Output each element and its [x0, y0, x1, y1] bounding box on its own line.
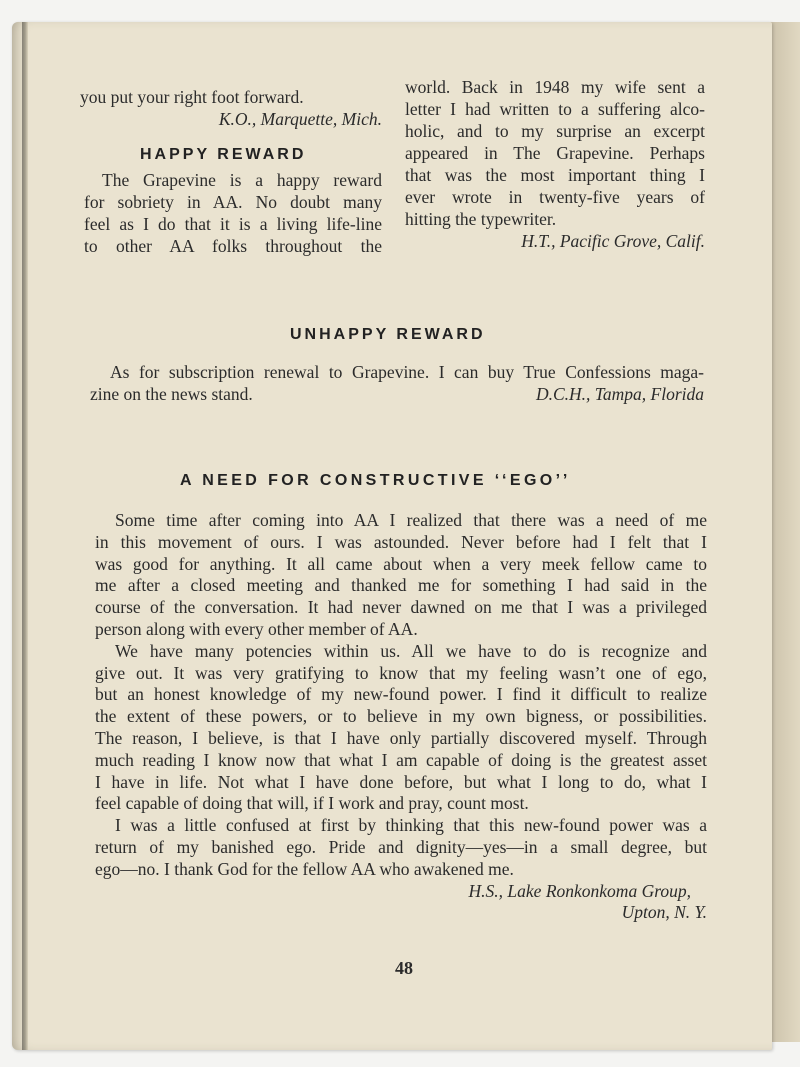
right-line-7: hitting the typewriter.: [405, 209, 557, 229]
happy-line-3: feel as I do that it is a living life-line: [84, 214, 382, 234]
happy-reward-body: [84, 169, 382, 257]
ego-p2-line-8: feel capable of doing that will, if I work and pray, count most.: [95, 793, 529, 814]
ego-signature-2: Upton, N. Y.: [621, 902, 707, 923]
ego-p1-line-5: course of the conversation. It had never dawned on me that I was a privileged: [95, 597, 707, 618]
ego-p2-line-3: but an honest knowledge of my new-found power. I find it difficult to realize: [95, 684, 707, 705]
right-line-2: letter I had written to a suffering alco-: [405, 99, 705, 119]
right-col-signature: H.T., Pacific Grove, Calif.: [521, 231, 705, 251]
left-col-signature: K.O., Marquette, Mich.: [218, 109, 382, 129]
unhappy-line-2: zine on the news stand.: [90, 383, 253, 404]
ego-p1-line-3: was good for anything. It all came about when a very meek fellow came to: [95, 553, 707, 574]
ego-p2-line-4: the extent of these powers, or to believe in my own bigness, or possibilities.: [95, 706, 707, 727]
ego-p1-line-2: in this movement of ours. I was astounded. Never before had I felt that I: [95, 531, 707, 552]
unhappy-reward-body: [90, 362, 704, 406]
ego-p1-line-4: me after a closed meeting and thanked me for something I had said in the: [95, 575, 707, 596]
ego-heading: A NEED FOR CONSTRUCTIVE ‘‘EGO’’: [180, 472, 571, 489]
ego-p3-line-3: ego—no. I thank God for the fellow AA who awakened me.: [95, 858, 514, 879]
right-line-6: ever wrote in twenty-five years of: [405, 187, 705, 207]
happy-line-4: to other AA folks throughout the: [84, 236, 382, 256]
ego-body: [95, 510, 707, 924]
ego-p2-line-2: give out. It was very gratifying to know that my feeling wasn’t one of ego,: [95, 662, 707, 683]
ego-p2-line-7: I have in life. Not what I have done before, but what I long to do, what I: [95, 771, 707, 792]
right-line-1: world. Back in 1948 my wife sent a: [405, 77, 705, 97]
ego-p3-line-2: return of my banished ego. Pride and dignity—yes—in a small degree, but: [95, 836, 707, 857]
ego-p1-line-1: Some time after coming into AA I realized that there was a need of me: [115, 510, 707, 530]
ego-p1-line-6: person along with every other member of AA.: [95, 618, 418, 639]
ego-p3-line-1: I was a little confused at first by thinking that this new-found power was a: [115, 815, 707, 836]
unhappy-reward-heading: UNHAPPY REWARD: [290, 326, 486, 343]
page-number: 48: [395, 958, 413, 978]
right-line-5: that was the most important thing I: [405, 165, 705, 185]
right-line-3: holic, and to my surprise an excerpt: [405, 121, 705, 141]
left-col-carryover: you put your right foot forward.: [80, 87, 304, 107]
ego-p2-line-5: The reason, I believe, is that I have only partially discovered myself. Through: [95, 727, 707, 748]
ego-p2-line-6: much reading I know now that what I am capable of doing is the greatest asset: [95, 749, 707, 770]
unhappy-signature: D.C.H., Tampa, Florida: [535, 383, 704, 404]
happy-line-2: for sobriety in AA. No doubt many: [84, 192, 382, 212]
happy-reward-heading: HAPPY REWARD: [140, 146, 307, 163]
left-column: [80, 86, 382, 130]
right-column: [405, 76, 705, 252]
ego-signature-1: H.S., Lake Ronkonkoma Group,: [468, 880, 691, 901]
ego-p2-line-1: We have many potencies within us. All we have to do is recognize and: [115, 640, 707, 661]
unhappy-line-1: As for subscription renewal to Grapevine. I can buy True Confessions maga-: [110, 362, 704, 382]
happy-line-1: The Grapevine is a happy reward: [102, 170, 382, 190]
page-spine: [22, 22, 28, 1050]
right-line-4: appeared in The Grapevine. Perhaps: [405, 143, 705, 163]
